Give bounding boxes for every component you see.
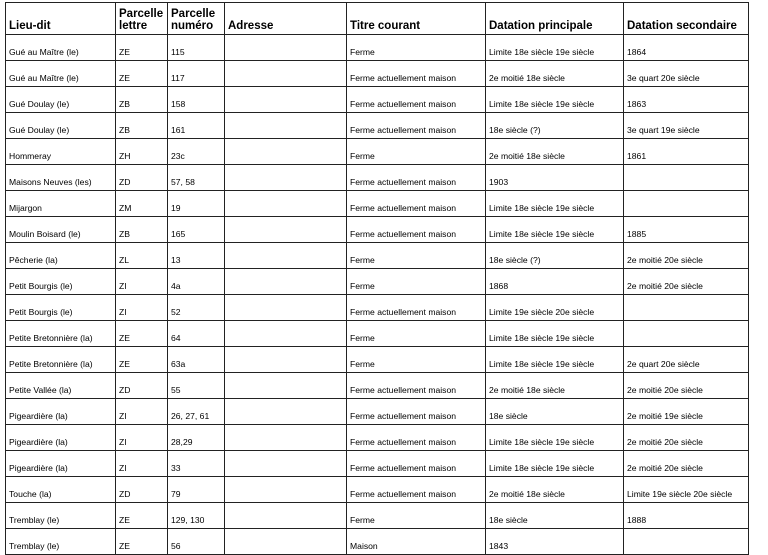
cell-datation-secondaire [624,165,749,191]
cell-parcelle-lettre: ZI [116,295,168,321]
table-row [6,373,749,399]
cell-datation-secondaire: 2e moitié 20e siècle [624,243,749,269]
cell-datation-secondaire: 2e moitié 20e siècle [624,269,749,295]
cell-datation-principale: 2e moitié 18e siècle [486,139,624,165]
cell-parcelle-lettre: ZE [116,35,168,61]
table-row [6,113,749,139]
cell-parcelle-numero: 4a [168,269,225,295]
table-body [6,35,749,555]
cell-lieu-dit: Petite Bretonnière (la) [6,321,116,347]
cell-datation-secondaire [624,321,749,347]
cell-titre-courant: Ferme actuellement maison [347,165,486,191]
cell-datation-secondaire [624,191,749,217]
cell-parcelle-lettre: ZL [116,243,168,269]
cell-parcelle-numero: 26, 27, 61 [168,399,225,425]
cell-adresse [225,35,347,61]
cell-datation-secondaire: 2e moitié 19e siècle [624,399,749,425]
cell-parcelle-numero: 57, 58 [168,165,225,191]
table-row [6,243,749,269]
cell-datation-secondaire [624,295,749,321]
cell-parcelle-numero: 55 [168,373,225,399]
table-row [6,529,749,555]
cell-adresse [225,529,347,555]
cell-lieu-dit: Petit Bourgis (le) [6,269,116,295]
cell-titre-courant: Ferme [347,269,486,295]
cell-titre-courant: Ferme actuellement maison [347,477,486,503]
cell-titre-courant: Ferme actuellement maison [347,399,486,425]
table-row [6,87,749,113]
cell-titre-courant: Ferme actuellement maison [347,191,486,217]
cell-parcelle-lettre: ZI [116,399,168,425]
cell-lieu-dit: Moulin Boisard (le) [6,217,116,243]
cell-lieu-dit: Petite Vallée (la) [6,373,116,399]
cell-parcelle-numero: 158 [168,87,225,113]
cell-parcelle-lettre: ZB [116,113,168,139]
cell-datation-principale: 1903 [486,165,624,191]
cell-datation-principale: Limite 18e siècle 19e siècle [486,35,624,61]
cell-datation-secondaire: Limite 19e siècle 20e siècle [624,477,749,503]
cell-titre-courant: Ferme actuellement maison [347,61,486,87]
parcel-table [5,2,749,555]
table-row [6,269,749,295]
cell-parcelle-numero: 56 [168,529,225,555]
table-row [6,61,749,87]
cell-datation-principale: 18e siècle [486,399,624,425]
data-sheet [5,2,749,555]
cell-parcelle-lettre: ZE [116,347,168,373]
cell-parcelle-numero: 165 [168,217,225,243]
cell-parcelle-numero: 13 [168,243,225,269]
header-datation-secondaire: Datation secondaire [624,3,749,35]
table-row [6,35,749,61]
cell-titre-courant: Ferme actuellement maison [347,425,486,451]
cell-adresse [225,321,347,347]
cell-datation-principale: 1868 [486,269,624,295]
cell-datation-secondaire: 2e moitié 20e siècle [624,451,749,477]
cell-titre-courant: Ferme [347,243,486,269]
cell-titre-courant: Ferme actuellement maison [347,217,486,243]
cell-lieu-dit: Pigeardière (la) [6,399,116,425]
cell-titre-courant: Ferme actuellement maison [347,295,486,321]
cell-adresse [225,191,347,217]
cell-datation-principale: 2e moitié 18e siècle [486,373,624,399]
cell-lieu-dit: Pêcherie (la) [6,243,116,269]
cell-parcelle-lettre: ZD [116,165,168,191]
table-row [6,191,749,217]
cell-adresse [225,243,347,269]
cell-parcelle-lettre: ZI [116,451,168,477]
cell-parcelle-numero: 19 [168,191,225,217]
cell-parcelle-lettre: ZD [116,477,168,503]
header-lieu-dit: Lieu-dit [6,3,116,35]
header-adresse: Adresse [225,3,347,35]
cell-datation-principale: 18e siècle [486,503,624,529]
cell-lieu-dit: Gué au Maître (le) [6,61,116,87]
cell-parcelle-lettre: ZM [116,191,168,217]
cell-adresse [225,139,347,165]
cell-titre-courant: Ferme actuellement maison [347,113,486,139]
cell-lieu-dit: Maisons Neuves (les) [6,165,116,191]
cell-lieu-dit: Gué au Maître (le) [6,35,116,61]
cell-adresse [225,113,347,139]
cell-adresse [225,217,347,243]
cell-lieu-dit: Gué Doulay (le) [6,87,116,113]
cell-adresse [225,399,347,425]
cell-adresse [225,373,347,399]
cell-parcelle-numero: 23c [168,139,225,165]
cell-titre-courant: Maison [347,529,486,555]
table-header [6,3,749,35]
cell-datation-secondaire: 1864 [624,35,749,61]
cell-adresse [225,295,347,321]
cell-titre-courant: Ferme actuellement maison [347,87,486,113]
cell-parcelle-numero: 63a [168,347,225,373]
cell-titre-courant: Ferme [347,321,486,347]
cell-datation-principale: 18e siècle (?) [486,243,624,269]
header-parcelle-lettre: Parcelle lettre [116,3,168,35]
cell-adresse [225,347,347,373]
cell-datation-principale: Limite 18e siècle 19e siècle [486,87,624,113]
cell-datation-principale: Limite 19e siècle 20e siècle [486,295,624,321]
cell-datation-principale: 2e moitié 18e siècle [486,477,624,503]
cell-datation-principale: Limite 18e siècle 19e siècle [486,321,624,347]
cell-adresse [225,503,347,529]
cell-parcelle-numero: 79 [168,477,225,503]
cell-datation-principale: 2e moitié 18e siècle [486,61,624,87]
cell-datation-principale: 18e siècle (?) [486,113,624,139]
header-row [6,3,749,35]
cell-datation-secondaire: 2e quart 20e siècle [624,347,749,373]
cell-datation-principale: Limite 18e siècle 19e siècle [486,347,624,373]
cell-titre-courant: Ferme [347,139,486,165]
cell-datation-secondaire: 3e quart 19e siècle [624,113,749,139]
cell-datation-secondaire: 1861 [624,139,749,165]
cell-lieu-dit: Gué Doulay (le) [6,113,116,139]
cell-lieu-dit: Tremblay (le) [6,503,116,529]
cell-parcelle-lettre: ZI [116,425,168,451]
table-row [6,347,749,373]
cell-parcelle-numero: 161 [168,113,225,139]
cell-titre-courant: Ferme [347,35,486,61]
cell-titre-courant: Ferme actuellement maison [347,373,486,399]
cell-parcelle-lettre: ZB [116,217,168,243]
cell-adresse [225,165,347,191]
cell-parcelle-lettre: ZB [116,87,168,113]
cell-lieu-dit: Pigeardière (la) [6,425,116,451]
header-datation-principale: Datation principale [486,3,624,35]
cell-datation-principale: Limite 18e siècle 19e siècle [486,217,624,243]
cell-titre-courant: Ferme actuellement maison [347,451,486,477]
cell-adresse [225,425,347,451]
cell-parcelle-lettre: ZE [116,529,168,555]
cell-parcelle-lettre: ZD [116,373,168,399]
cell-datation-secondaire: 2e moitié 20e siècle [624,425,749,451]
table-row [6,295,749,321]
cell-lieu-dit: Pigeardière (la) [6,451,116,477]
cell-lieu-dit: Touche (la) [6,477,116,503]
cell-datation-principale: Limite 18e siècle 19e siècle [486,451,624,477]
header-titre-courant: Titre courant [347,3,486,35]
cell-parcelle-lettre: ZE [116,503,168,529]
cell-lieu-dit: Petit Bourgis (le) [6,295,116,321]
cell-adresse [225,87,347,113]
cell-parcelle-numero: 64 [168,321,225,347]
cell-parcelle-lettre: ZH [116,139,168,165]
cell-parcelle-lettre: ZE [116,61,168,87]
cell-datation-secondaire: 1888 [624,503,749,529]
table-row [6,399,749,425]
table-row [6,503,749,529]
cell-parcelle-numero: 129, 130 [168,503,225,529]
table-row [6,425,749,451]
cell-parcelle-numero: 117 [168,61,225,87]
cell-adresse [225,61,347,87]
cell-datation-secondaire: 2e moitié 20e siècle [624,373,749,399]
cell-parcelle-numero: 28,29 [168,425,225,451]
cell-datation-secondaire [624,529,749,555]
cell-datation-secondaire: 1863 [624,87,749,113]
table-row [6,217,749,243]
table-row [6,451,749,477]
cell-lieu-dit: Tremblay (le) [6,529,116,555]
table-row [6,321,749,347]
cell-datation-principale: Limite 18e siècle 19e siècle [486,191,624,217]
cell-parcelle-lettre: ZE [116,321,168,347]
cell-datation-principale: 1843 [486,529,624,555]
cell-parcelle-lettre: ZI [116,269,168,295]
table-row [6,165,749,191]
cell-parcelle-numero: 33 [168,451,225,477]
cell-titre-courant: Ferme [347,503,486,529]
cell-lieu-dit: Hommeray [6,139,116,165]
cell-datation-secondaire: 1885 [624,217,749,243]
header-parcelle-numero: Parcelle numéro [168,3,225,35]
cell-adresse [225,451,347,477]
cell-titre-courant: Ferme [347,347,486,373]
cell-lieu-dit: Petite Bretonnière (la) [6,347,116,373]
cell-parcelle-numero: 115 [168,35,225,61]
cell-datation-secondaire: 3e quart 20e siècle [624,61,749,87]
cell-parcelle-numero: 52 [168,295,225,321]
cell-adresse [225,269,347,295]
cell-lieu-dit: Mijargon [6,191,116,217]
cell-datation-principale: Limite 18e siècle 19e siècle [486,425,624,451]
table-row [6,139,749,165]
